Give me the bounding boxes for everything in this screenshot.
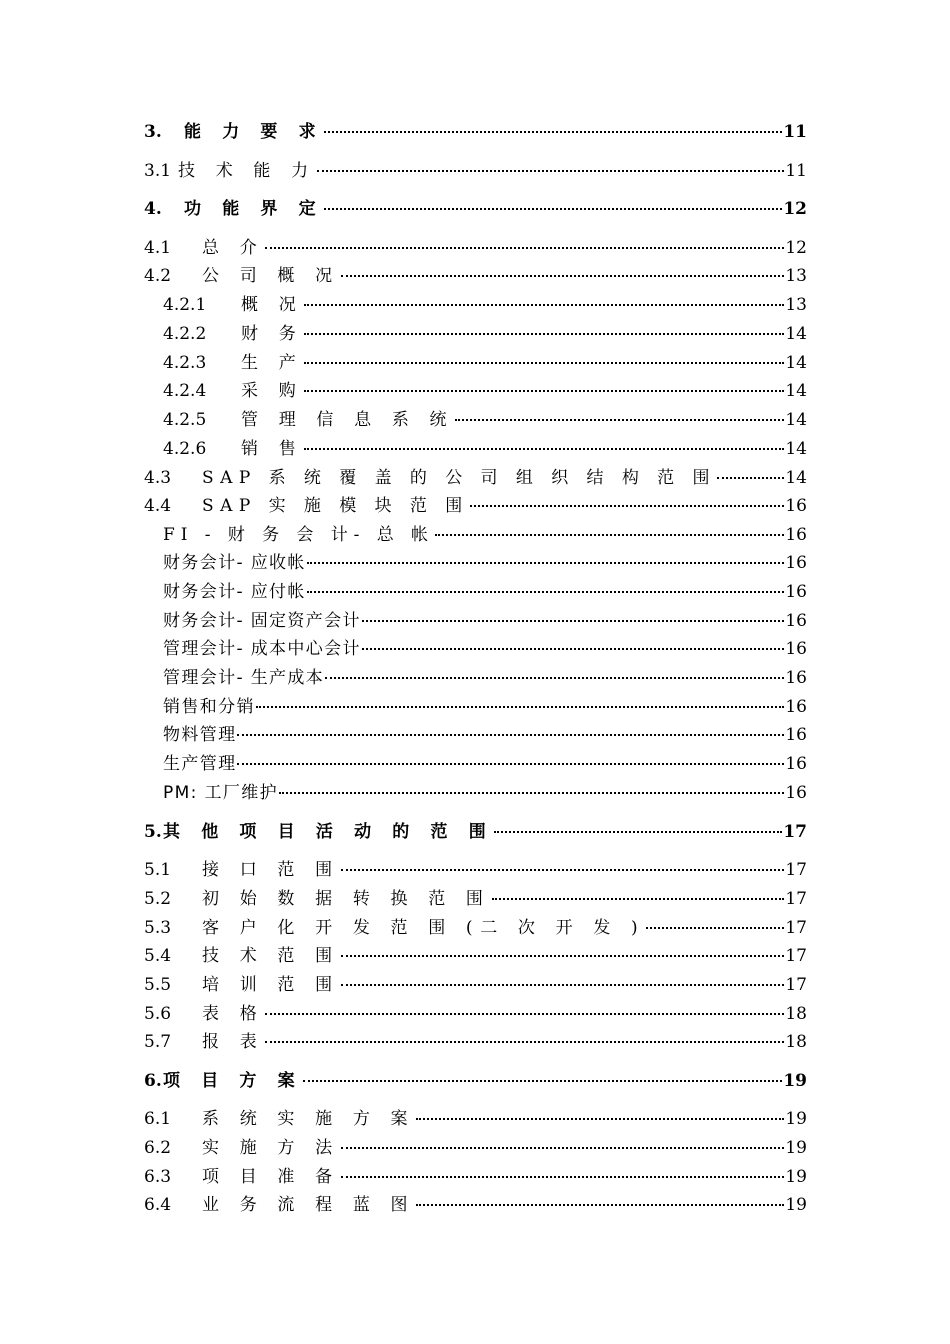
toc-page-number: 14 <box>785 381 807 401</box>
toc-number: 4. <box>144 199 162 219</box>
toc-title: SAP 实 施 模 块 范 围 <box>202 496 469 516</box>
dot-leader <box>265 247 784 249</box>
toc-title: 公 司 概 况 <box>202 266 340 286</box>
toc-page-number: 17 <box>785 975 807 995</box>
dot-leader <box>307 562 785 564</box>
toc-number: 4.3 <box>144 468 172 488</box>
toc-page-number: 19 <box>785 1167 807 1187</box>
dot-leader <box>341 955 785 957</box>
toc-number: 6. <box>144 1071 162 1091</box>
toc-number: 4.2.2 <box>163 324 207 344</box>
dot-leader <box>325 677 784 679</box>
toc-entry[interactable] <box>163 525 807 545</box>
toc-number: 4.2.5 <box>163 410 207 430</box>
dot-leader <box>341 984 785 986</box>
toc-page-number: 16 <box>785 553 807 573</box>
toc-page-number: 16 <box>785 525 807 545</box>
dot-leader <box>304 304 784 306</box>
dot-leader <box>494 831 782 833</box>
toc-page-number: 17 <box>785 946 807 966</box>
dot-leader <box>237 763 784 765</box>
dot-leader <box>435 534 784 536</box>
toc-title: 表 格 <box>202 1004 265 1024</box>
toc-page-number: 12 <box>783 199 807 219</box>
toc-page-number: 16 <box>785 725 807 745</box>
dot-leader <box>324 131 782 133</box>
dot-leader <box>455 419 784 421</box>
toc-entry[interactable] <box>144 1109 807 1129</box>
dot-leader <box>362 648 785 650</box>
toc-entry[interactable] <box>144 1004 807 1024</box>
toc-title: 财务会计- 应付帐 <box>163 582 306 602</box>
toc-entry[interactable] <box>163 754 807 774</box>
toc-entry[interactable] <box>144 889 807 909</box>
toc-title: 销售和分销 <box>163 697 255 717</box>
toc-title: PM: 工厂维护 <box>163 783 278 803</box>
toc-title: 项 目 准 备 <box>202 1167 340 1187</box>
toc-entry[interactable] <box>163 353 807 373</box>
toc-title: 财务会计- 应收帐 <box>163 553 306 573</box>
toc-title: 报 表 <box>202 1032 265 1052</box>
toc-title: 功 能 界 定 <box>184 199 324 219</box>
toc-entry[interactable] <box>144 199 807 219</box>
toc-number: 5.1 <box>144 860 172 880</box>
toc-entry[interactable] <box>163 725 807 745</box>
toc-title: 客 户 化 开 发 范 围 (二 次 开 发 ) <box>202 918 646 938</box>
dot-leader <box>717 477 784 479</box>
toc-page-number: 14 <box>785 324 807 344</box>
toc-title: 能 力 要 求 <box>184 122 324 142</box>
toc-number: 4.2.6 <box>163 439 207 459</box>
toc-entry[interactable] <box>144 161 807 181</box>
toc-number: 5.6 <box>144 1004 172 1024</box>
dot-leader <box>279 792 784 794</box>
dot-leader <box>304 362 784 364</box>
toc-entry[interactable] <box>144 1167 807 1187</box>
toc-entry[interactable] <box>163 611 807 631</box>
toc-entry[interactable] <box>144 1071 807 1091</box>
toc-page-number: 14 <box>785 468 807 488</box>
toc-entry[interactable] <box>163 668 807 688</box>
toc-title: 生产管理 <box>163 754 237 774</box>
toc-page-number: 16 <box>785 611 807 631</box>
toc-entry[interactable] <box>144 1138 807 1158</box>
toc-entry[interactable] <box>163 553 807 573</box>
toc-number: 4.2 <box>144 266 172 286</box>
dot-leader <box>341 1176 785 1178</box>
dot-leader <box>341 275 785 277</box>
toc-page-number: 13 <box>785 266 807 286</box>
toc-page-number: 16 <box>785 496 807 516</box>
toc-title: 实 施 方 法 <box>202 1138 340 1158</box>
dot-leader <box>492 898 785 900</box>
toc-entry[interactable] <box>163 697 807 717</box>
toc-entry[interactable] <box>163 295 807 315</box>
toc-title: 总 介 <box>202 238 265 258</box>
toc-entry[interactable] <box>144 496 807 516</box>
toc-page-number: 19 <box>785 1138 807 1158</box>
toc-number: 6.3 <box>144 1167 172 1187</box>
toc-number: 6.4 <box>144 1195 172 1215</box>
toc-entry[interactable] <box>163 582 807 602</box>
toc-entry[interactable] <box>144 918 807 938</box>
toc-page-number: 16 <box>785 783 807 803</box>
toc-title: 技 术 能 力 <box>178 161 316 181</box>
toc-title: 财 务 <box>241 324 304 344</box>
dot-leader <box>317 170 785 172</box>
toc-title: 培 训 范 围 <box>202 975 340 995</box>
toc-number: 3. <box>144 122 162 142</box>
toc-page-number: 18 <box>785 1032 807 1052</box>
toc-entry[interactable] <box>144 1032 807 1052</box>
toc-page-number: 16 <box>785 582 807 602</box>
toc-title: 生 产 <box>241 353 304 373</box>
toc-page-number: 14 <box>785 410 807 430</box>
toc-page-number: 16 <box>785 697 807 717</box>
dot-leader <box>304 333 784 335</box>
toc-number: 5.7 <box>144 1032 172 1052</box>
toc-entry[interactable] <box>144 946 807 966</box>
dot-leader <box>304 448 784 450</box>
toc-entry[interactable] <box>144 860 807 880</box>
dot-leader <box>256 706 785 708</box>
toc-title: 销 售 <box>241 439 304 459</box>
toc-page-number: 19 <box>785 1109 807 1129</box>
toc-page-number: 16 <box>785 639 807 659</box>
toc-title: 物料管理 <box>163 725 237 745</box>
toc-number: 5.2 <box>144 889 172 909</box>
toc-entry[interactable] <box>144 468 807 488</box>
toc-title: 技 术 范 围 <box>202 946 340 966</box>
toc-page-number: 12 <box>785 238 807 258</box>
toc-page-number: 11 <box>785 161 807 181</box>
toc-entry[interactable] <box>144 122 807 142</box>
toc-number: 6.2 <box>144 1138 172 1158</box>
toc-title: 接 口 范 围 <box>202 860 340 880</box>
toc-number: 4.2.1 <box>163 295 207 315</box>
toc-title: 管理会计- 成本中心会计 <box>163 639 361 659</box>
dot-leader <box>362 620 785 622</box>
dot-leader <box>303 1080 782 1082</box>
toc-entry[interactable] <box>144 975 807 995</box>
toc-entry[interactable] <box>163 439 807 459</box>
toc-title: 概 况 <box>241 295 304 315</box>
toc-page-number: 17 <box>785 889 807 909</box>
toc-number: 5.3 <box>144 918 172 938</box>
toc-number: 4.2.3 <box>163 353 207 373</box>
toc-page-number: 14 <box>785 353 807 373</box>
toc-number: 3.1 <box>144 161 172 181</box>
toc-title: 系 统 实 施 方 案 <box>202 1109 416 1129</box>
toc-page-number: 17 <box>783 822 807 842</box>
toc-page-number: 14 <box>785 439 807 459</box>
toc-title: SAP 系 统 覆 盖 的 公 司 组 织 结 构 范 围 <box>202 468 716 488</box>
dot-leader <box>237 734 784 736</box>
toc-page-number: 16 <box>785 754 807 774</box>
toc-page-number: 13 <box>785 295 807 315</box>
dot-leader <box>341 1147 785 1149</box>
toc-page-number: 19 <box>785 1195 807 1215</box>
dot-leader <box>324 208 782 210</box>
toc-page-number: 19 <box>783 1071 807 1091</box>
toc-title: 业 务 流 程 蓝 图 <box>202 1195 416 1215</box>
dot-leader <box>307 591 785 593</box>
toc-title: 其 他 项 目 活 动 的 范 围 <box>163 822 494 842</box>
toc-title: FI - 财 务 会 计- 总 帐 <box>163 525 434 545</box>
toc-title: 财务会计- 固定资产会计 <box>163 611 361 631</box>
toc-number: 6.1 <box>144 1109 172 1129</box>
toc-entry[interactable] <box>144 266 807 286</box>
dot-leader <box>304 390 784 392</box>
toc-number: 5.4 <box>144 946 172 966</box>
toc-title: 管理会计- 生产成本 <box>163 668 325 688</box>
toc-entry[interactable] <box>144 822 807 842</box>
toc-number: 4.4 <box>144 496 172 516</box>
dot-leader <box>341 869 785 871</box>
toc-title: 采 购 <box>241 381 304 401</box>
toc-number: 4.1 <box>144 238 172 258</box>
toc-title: 初 始 数 据 转 换 范 围 <box>202 889 491 909</box>
toc-page-number: 17 <box>785 860 807 880</box>
dot-leader <box>265 1013 784 1015</box>
toc-entry[interactable] <box>163 783 807 803</box>
toc-entry[interactable] <box>163 381 807 401</box>
toc-entry[interactable] <box>163 410 807 430</box>
toc-entry[interactable] <box>163 639 807 659</box>
dot-leader <box>265 1041 784 1043</box>
dot-leader <box>646 927 784 929</box>
toc-page-number: 17 <box>785 918 807 938</box>
dot-leader <box>416 1204 784 1206</box>
toc-entry[interactable] <box>163 324 807 344</box>
toc-title: 管 理 信 息 系 统 <box>241 410 455 430</box>
toc-number: 4.2.4 <box>163 381 207 401</box>
toc-entry[interactable] <box>144 238 807 258</box>
toc-number: 5.5 <box>144 975 172 995</box>
toc-page-number: 11 <box>783 122 807 142</box>
toc-entry[interactable] <box>144 1195 807 1215</box>
toc-title: 项 目 方 案 <box>163 1071 303 1091</box>
toc-page-number: 18 <box>785 1004 807 1024</box>
toc-number: 5. <box>144 822 162 842</box>
dot-leader <box>416 1118 784 1120</box>
toc-page-number: 16 <box>785 668 807 688</box>
dot-leader <box>470 505 785 507</box>
